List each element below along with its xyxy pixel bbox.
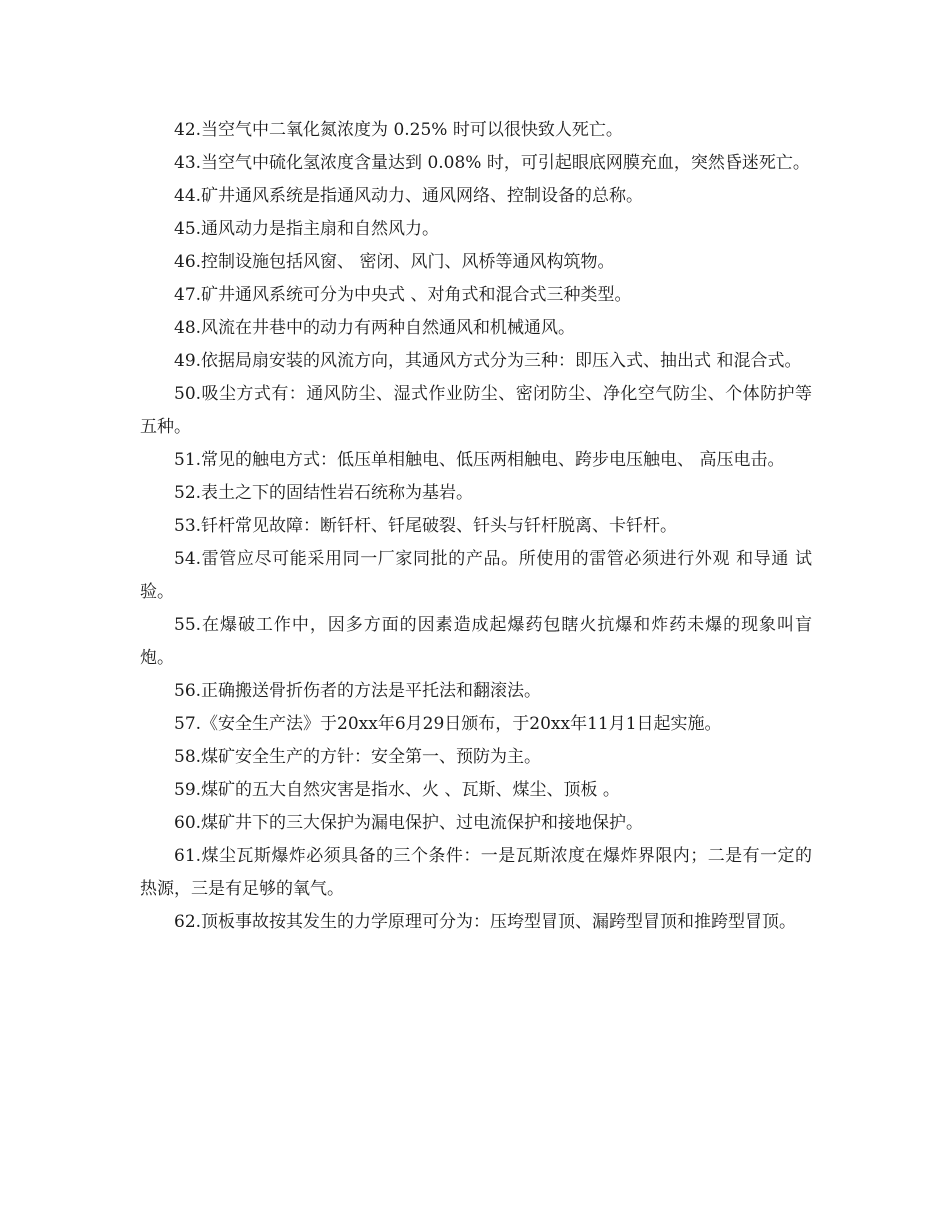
- paragraph-53: 53.钎杆常见故障：断钎杆、钎尾破裂、钎头与钎杆脱离、卡钎杆。: [174, 516, 678, 536]
- paragraph-61: 61.煤尘瓦斯爆炸必须具备的三个条件：一是瓦斯浓度在爆炸界限内；二是有一定的热源，三是有足够的氧气。: [140, 846, 812, 899]
- paragraph-54: 54.雷管应尽可能采用同一厂家同批的产品。所使用的雷管必须进行外观 和导通 试验。: [140, 549, 812, 602]
- paragraph-47: 47.矿井通风系统可分为中央式 、对角式和混合式三种类型。: [174, 285, 632, 305]
- paragraph-42: 42.当空气中二氧化氮浓度为 0.25% 时可以很快致人死亡。: [174, 120, 623, 140]
- paragraph-62: 62.顶板事故按其发生的力学原理可分为：压垮型冒顶、漏跨型冒顶和推跨型冒顶。: [174, 912, 797, 932]
- paragraph-44: 44.矿井通风系统是指通风动力、通风网络、控制设备的总称。: [174, 186, 644, 206]
- paragraph-57: 57.《安全生产法》于20xx年6月29日颁布，于20xx年11月1日起实施。: [174, 714, 722, 734]
- paragraph-51: 51.常见的触电方式：低压单相触电、低压两相触电、跨步电压触电、 高压电击。: [174, 450, 785, 470]
- paragraph-52: 52.表土之下的固结性岩石统称为基岩。: [174, 483, 474, 503]
- paragraph-49: 49.依据局扇安装的风流方向，其通风方式分为三种：即压入式、抽出式 和混合式。: [174, 351, 802, 371]
- paragraph-59: 59.煤矿的五大自然灾害是指水、火 、瓦斯、煤尘、顶板 。: [174, 780, 620, 800]
- paragraph-43: 43.当空气中硫化氢浓度含量达到 0.08% 时，可引起眼底网膜充血，突然昏迷死亡。: [174, 153, 810, 173]
- paragraph-45: 45.通风动力是指主扇和自然风力。: [174, 219, 440, 239]
- paragraph-46: 46.控制设施包括风窗、 密闭、风门、风桥等通风构筑物。: [174, 252, 615, 272]
- paragraph-56: 56.正确搬送骨折伤者的方法是平托法和翻滚法。: [174, 681, 542, 701]
- document-body: [140, 114, 812, 939]
- paragraph-60: 60.煤矿井下的三大保护为漏电保护、过电流保护和接地保护。: [174, 813, 644, 833]
- paragraph-48: 48.风流在井巷中的动力有两种自然通风和机械通风。: [174, 318, 576, 338]
- paragraph-55: 55.在爆破工作中，因多方面的因素造成起爆药包瞎火抗爆和炸药未爆的现象叫盲炮。: [140, 615, 812, 668]
- paragraph-58: 58.煤矿安全生产的方针：安全第一、预防为主。: [174, 747, 542, 767]
- paragraph-50: 50.吸尘方式有：通风防尘、湿式作业防尘、密闭防尘、净化空气防尘、个体防护等五种。: [140, 384, 812, 437]
